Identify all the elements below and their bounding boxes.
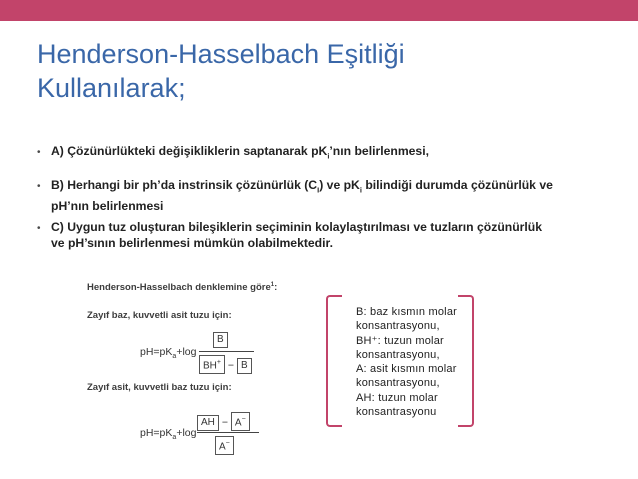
left-bracket	[326, 295, 342, 427]
equation-acid-prefix: $pH=pK_a+\log$	[140, 427, 197, 442]
definition-line: konsantrasyonu	[356, 406, 437, 419]
bullet-marker: •	[37, 223, 41, 234]
bullet-a: A) Çözünürlükteki değişikliklerin saptanarak $pK_i’nın$ belirlenmesi,	[51, 144, 429, 161]
equation-base-denominator: BH+ − B	[199, 355, 252, 374]
title-line-2: Kullanılarak;	[37, 73, 186, 103]
definition-line: konsantrasyonu,	[356, 377, 440, 390]
bullet-marker: •	[37, 181, 41, 192]
definition-line: konsantrasyonu,	[356, 320, 440, 333]
fraction-line	[199, 351, 254, 352]
fraction-line	[197, 432, 259, 433]
definition-line: konsantrasyonu,	[356, 348, 440, 361]
definition-line: AH: tuzun molar	[356, 391, 438, 404]
title-line-1: Henderson-Hasselbach Eşitliği	[37, 39, 405, 69]
equation-acid-denominator: A−	[215, 436, 234, 455]
bullet-c: C) Uygun tuz oluşturan bileşiklerin seçiminin kolaylaştırılması ve tuzların çözünürlük ve pH’sının belirlenmesi mümkün olabilmektedir.	[51, 220, 542, 250]
bullet-marker: •	[37, 147, 41, 158]
slide-title	[37, 37, 617, 105]
equation-base-prefix: $pH=pK_a+\log$	[140, 346, 197, 361]
definition-line: B: baz kısmın molar	[356, 306, 457, 318]
equation-acid-numerator: AH − A−	[197, 412, 250, 431]
definitions-list	[356, 305, 466, 419]
label-weak-base: Zayıf baz, kuvvetli asit tuzu için:	[87, 310, 232, 321]
bullet-b: B) Herhangi bir ph’da instrinsik çözünürlük $(C_I)$ ve $pK_i$ bilindiği durumda çözünürlük ve pH’nın belirlenmesi	[51, 178, 553, 214]
equation-base-numerator: B	[213, 332, 228, 348]
figure-caption: Henderson-Hasselbach denklemine göre$^1$:	[87, 282, 278, 294]
top-accent-bar	[0, 0, 638, 21]
definition-line: A: asit kısmın molar	[356, 363, 457, 376]
henderson-hasselbach-figure	[87, 282, 387, 467]
definition-line: BH⁺: tuzun molar	[356, 334, 444, 347]
label-weak-acid: Zayıf asit, kuvvetli baz tuzu için:	[87, 382, 232, 393]
